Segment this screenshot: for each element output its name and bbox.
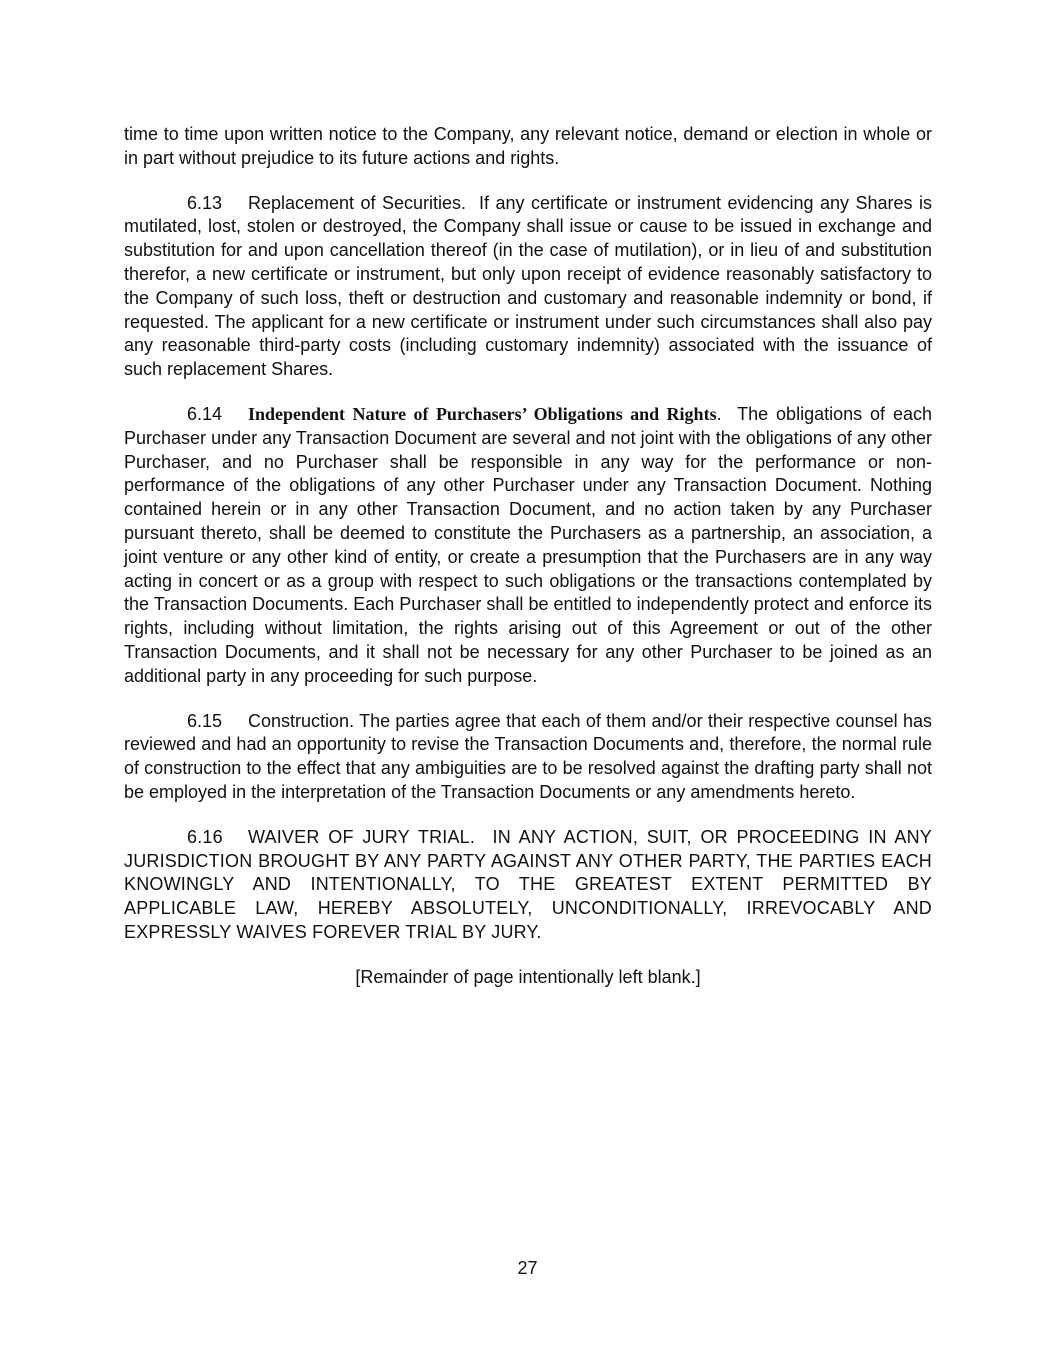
section-heading: Independent Nature of Purchasers’ Obligations and Rights (248, 403, 717, 424)
section-heading: Construction (248, 710, 350, 731)
closing-note: [Remainder of page intentionally left blank.] (355, 966, 701, 987)
page-number: 27 (517, 1258, 538, 1278)
section-number: 6.13 (187, 192, 223, 213)
section-number: 6.16 (187, 826, 223, 847)
section-number: 6.14 (187, 403, 223, 424)
section-body: If any certificate or instrument evidencing any Shares is mutilated, lost, stolen or destroyed, the Company shall issue or cause to be issued in exchange and substitution for and upon cancellation thereof (in the case of mutilation), or in lieu of and substitution therefor, a new certificate or instrument, but only upon receipt of evidence reasonably satisfactory to the Company of such loss, theft or destruction and customary and reasonable indemnity or bond, if requested. The applicant for a new certificate or instrument under such circumstances shall also pay any reasonable third-party costs (including customary indemnity) associated with the issuance of such replacement Shares. (124, 192, 932, 380)
section-body: The parties agree that each of them and/or their respective counsel has reviewed and had an opportunity to revise the Transaction Documents and, therefore, the normal rule of construction to the effect that any ambiguities are to be resolved against the drafting party shall not be employed in the interpretation of the Transaction Documents or any amendments hereto. (124, 710, 932, 802)
section-6-16: 6.16 WAIVER OF JURY TRIAL. IN ANY ACTION, SUIT, OR PROCEEDING IN ANY JURISDICTION BROUGHT BY ANY PARTY AGAINST ANY OTHER PARTY, THE PARTIES EACH KNOWINGLY AND INTENTIONALLY, TO THE GREATEST EXTENT PERMITTED BY APPLICABLE LAW, HEREBY ABSOLUTELY, UNCONDITIONALLY, IRREVOCABLY AND EXPRESSLY WAIVES FOREVER TRIAL BY JURY. (124, 826, 932, 942)
section-6-14: 6.14 Independent Nature of Purchasers’ Obligations and Rights. The obligations of each Purchaser under any Transaction Document are several and not joint with the obligations of any other Purchaser, and no Purchaser shall be responsible in any way for the performance or non-performance of the obligations of any other Purchaser under any Transaction Document. Nothing contained herein or in any other Transaction Document, and no action taken by any Purchaser pursuant thereto, shall be deemed to constitute the Purchasers as a partnership, an association, a joint venture or any other kind of entity, or create a presumption that the Purchasers are in any way acting in concert or as a group with respect to such obligations or the transactions contemplated by the Transaction Documents. Each Purchaser shall be entitled to independently protect and enforce its rights, including without limitation, the rights arising out of this Agreement or out of the other Transaction Documents, and it shall not be necessary for any other Purchaser to be joined as an additional party in any proceeding for such purpose. (124, 403, 932, 686)
carryover-paragraph: time to time upon written notice to the Company, any relevant notice, demand or election in whole or in part without prejudice to its future actions and rights. (124, 124, 932, 168)
section-body: IN ANY ACTION, SUIT, OR PROCEEDING IN ANY JURISDICTION BROUGHT BY ANY PARTY AGAINST ANY OTHER PARTY, THE PARTIES EACH KNOWINGLY AND INTENTIONALLY, TO THE GREATEST EXTENT PERMITTED BY APPLICABLE LAW, HEREBY ABSOLUTELY, UNCONDITIONALLY, IRREVOCABLY AND EXPRESSLY WAIVES FOREVER TRIAL BY JURY. (124, 826, 932, 942)
section-6-15: 6.15 Construction. The parties agree that each of them and/or their respective counsel has reviewed and had an opportunity to revise the Transaction Documents and, therefore, the normal rule of construction to the effect that any ambiguities are to be resolved against the drafting party shall not be employed in the interpretation of the Transaction Documents or any amendments hereto. (124, 710, 932, 802)
section-heading: WAIVER OF JURY TRIAL (248, 826, 470, 847)
section-body: The obligations of each Purchaser under any Transaction Document are several and not joint with the obligations of any other Purchaser, and no Purchaser shall be responsible in any way for the performance or non-performance of the obligations of any other Purchaser under any Transaction Document. Nothing contained herein or in any other Transaction Document, and no action taken by any Purchaser pursuant thereto, shall be deemed to constitute the Purchasers as a partnership, an association, a joint venture or any other kind of entity, or create a presumption that the Purchasers are in any way acting in concert or as a group with respect to such obligations or the transactions contemplated by the Transaction Documents. Each Purchaser shall be entitled to independently protect and enforce its rights, including without limitation, the rights arising out of this Agreement or out of the other Transaction Documents, and it shall not be necessary for any other Purchaser to be joined as an additional party in any proceeding for such purpose. (124, 403, 932, 686)
section-number: 6.15 (187, 710, 223, 731)
section-heading: Replacement of Securities (248, 192, 462, 213)
document-page (124, 123, 932, 990)
section-6-13: 6.13 Replacement of Securities. If any certificate or instrument evidencing any Shares is mutilated, lost, stolen or destroyed, the Company shall issue or cause to be issued in exchange and substitution for and upon cancellation thereof (in the case of mutilation), or in lieu of and substitution therefor, a new certificate or instrument, but only upon receipt of evidence reasonably satisfactory to the Company of such loss, theft or destruction and customary and reasonable indemnity or bond, if requested. The applicant for a new certificate or instrument under such circumstances shall also pay any reasonable third-party costs (including customary indemnity) associated with the issuance of such replacement Shares. (124, 192, 932, 380)
